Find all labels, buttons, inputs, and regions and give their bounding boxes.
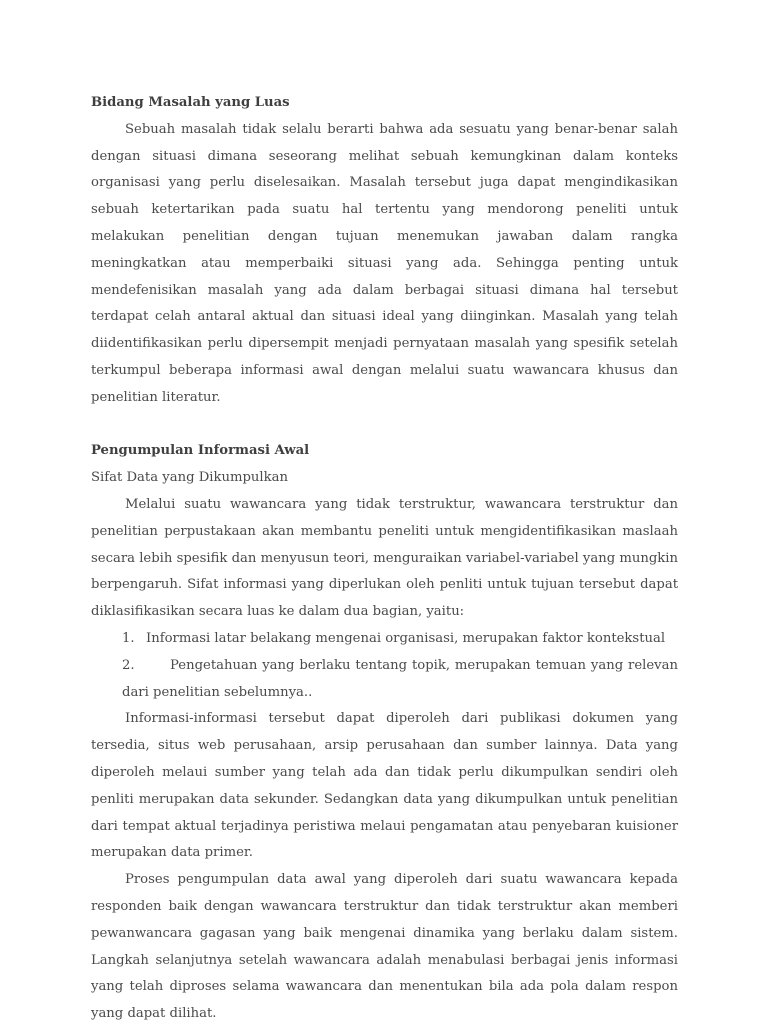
paragraph-proses-pengumpulan: Proses pengumpulan data awal yang diperoleh dari suatu wawancara kepada responden baik dengan wawancara terstruktur dan tidak terstruktur akan memberi pewanwancara gagasan yang baik mengenai dinamika yang berlaku dalam sistem. Langkah selanjutnya setelah wawancara adalah menabulasi berbagai jenis informasi yang telah diproses selama wawancara dan menentukan bila ada pola dalam respon yang dapat dilihat.: [91, 872, 678, 1022]
section-heading-pengumpulan-informasi: Pengumpulan Informasi Awal: [91, 443, 310, 459]
list-item: [91, 626, 678, 653]
paragraph-melalui-wawancara: Melalui suatu wawancara yang tidak terstruktur, wawancara terstruktur dan penelitian perpustakaan akan membantu peneliti untuk mengidentifikasikan maslaah secara lebih spesifik dan menyusun teori, menguraikan variabel-variabel yang mungkin berpengaruh. Sifat informasi yang diperlukan oleh penliti untuk tujuan tersebut dapat diklasifikasikan secara luas ke dalam dua bagian, yaitu:: [91, 496, 678, 620]
list-text: Informasi latar belakang mengenai organisasi, merupakan faktor kontekstual: [146, 630, 666, 646]
spacer: [91, 412, 678, 439]
document-content: [91, 90, 678, 1028]
section-heading-bidang-masalah: Bidang Masalah yang Luas: [91, 95, 290, 110]
list-text: Pengetahuan yang berlaku tentang topik, merupakan temuan yang relevan dari penelitian sebelumnya..: [122, 657, 678, 700]
list-item: [91, 653, 678, 707]
paragraph-informasi-informasi: Informasi-informasi tersebut dapat diperoleh dari publikasi dokumen yang tersedia, situs web perusahaan, arsip perusahaan dan sumber lainnya. Data yang diperoleh melaui sumber yang telah ada dan tidak perlu dikumpulkan sendiri oleh penliti merupakan data sekunder. Sedangkan data yang dikumpulkan untuk penelitian dari tempat aktual terjadinya peristiwa melaui pengamatan atau penyebaran kuisioner merupakan data primer.: [91, 711, 678, 861]
list-number: 2.: [122, 657, 135, 673]
subheading-sifat-data: Sifat Data yang Dikumpulkan: [91, 470, 288, 486]
paragraph-bidang-masalah: Sebuah masalah tidak selalu berarti bahwa ada sesuatu yang benar-benar salah dengan situasi dimana seseorang melihat sebuah kemungkinan dalam konteks organisasi yang perlu diselesaikan. Masalah tersebut juga dapat mengindikasikan sebuah ketertarikan pada suatu hal tertentu yang mendorong peneliti untuk melakukan penelitian dengan tujuan menemukan jawaban dalam rangka meningkatkan atau memperbaiki situasi yang ada. Sehingga penting untuk mendefenisikan masalah yang ada dalam berbagai situasi dimana hal tersebut terdapat celah antaral aktual dan situasi ideal yang diinginkan. Masalah yang telah diidentifikasikan perlu dipersempit menjadi pernyataan masalah yang spesifik setelah terkumpul beberapa informasi awal dengan melalui suatu wawancara khusus dan penelitian literatur.: [91, 121, 678, 405]
list-number: 1.: [122, 630, 135, 646]
